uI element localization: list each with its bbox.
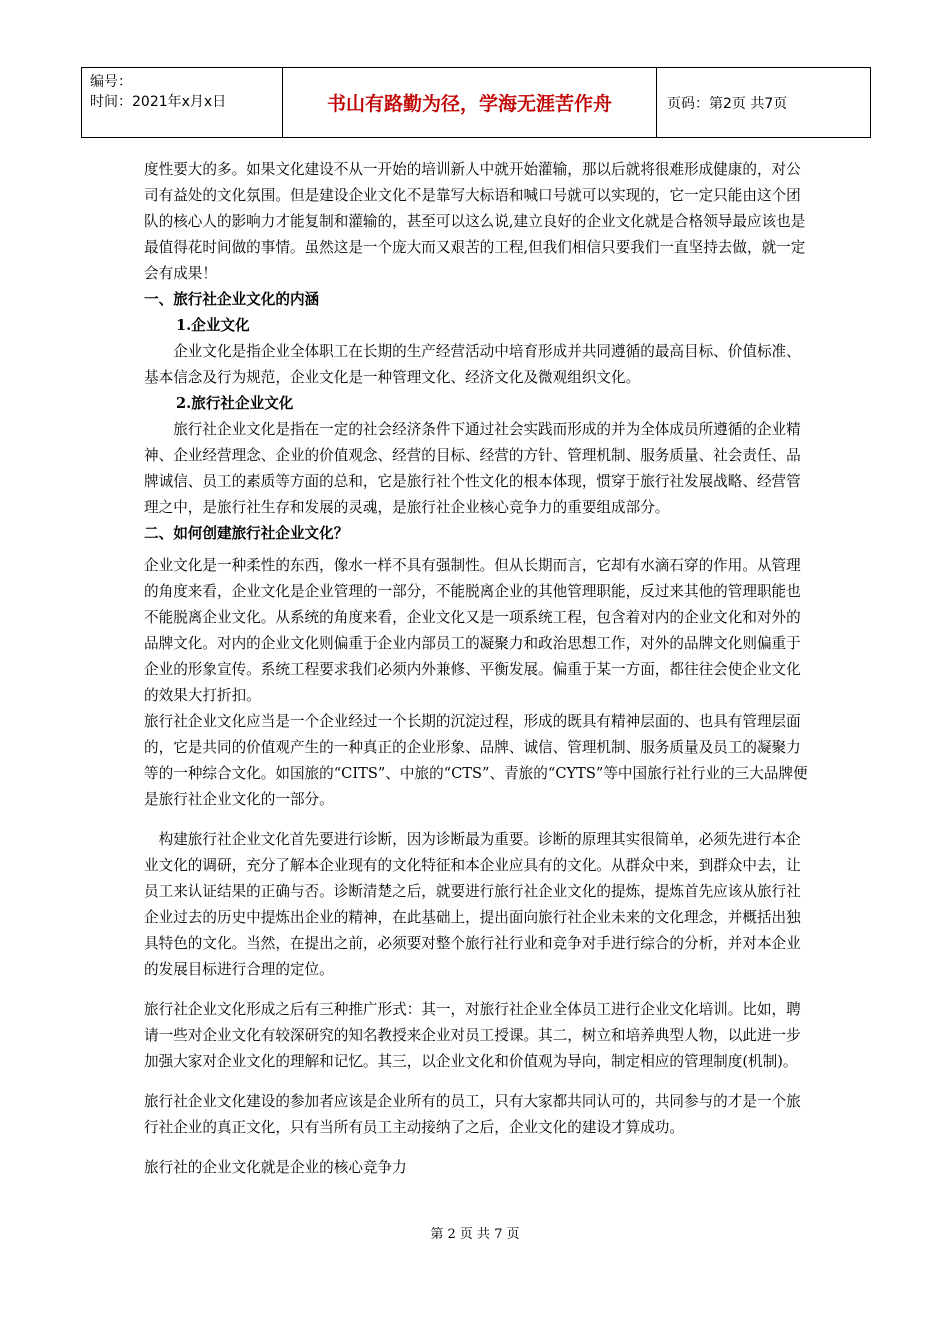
subsection-heading-1: 1.企业文化 — [176, 317, 250, 334]
page-header — [81, 67, 871, 138]
paragraph: 企业文化是一种柔性的东西，像水一样不具有强制性。但从长期而言，它却有水滴石穿的作用。从管理的角度来看，企业文化是企业管理的一部分，不能脱离企业的其他管理职能，反过来其他的管理职能也不能脱离企业文化。从系统的角度来看，企业文化又是一项系统工程，包含着对内的企业文化和对外的品牌文化。对内的企业文化则偏重于企业内部员工的凝聚力和政治思想工作，对外的品牌文化则偏重于企业的形象宣传。系统工程要求我们必须内外兼修、平衡发展。偏重于某一方面，都往往会使企业文化的效果大打折扣。 — [144, 557, 801, 704]
subsection-heading-2: 2.旅行社企业文化 — [176, 395, 294, 412]
section-heading-2: 二、如何创建旅行社企业文化？ — [144, 525, 349, 542]
number-label: 编号： — [90, 74, 132, 90]
time-label: 时间：2021年x月x日 — [90, 94, 227, 110]
paragraph: 旅行社企业文化形成之后有三种推广形式：其一，对旅行社企业全体员工进行企业文化培训。比如，聘请一些对企业文化有较深研究的知名教授来企业对员工授课。其二，树立和培养典型人物，以此进一步加强大家对企业文化的理解和记忆。其三，以企业文化和价值观为导向，制定相应的管理制度(机制)。 — [144, 1001, 801, 1070]
paragraph: 度性要大的多。如果文化建设不从一开始的培训新人中就开始灌输，那以后就将很难形成健康的，对公司有益处的文化氛围。但是建设企业文化不是靠写大标语和喊口号就可以实现的，它一定只能由这个团队的核心人的影响力才能复制和灌输的，甚至可以这么说,建立良好的企业文化就是合格领导最应该也是最值得花时间做的事情。虽然这是一个庞大而又艰苦的工程,但我们相信只要我们一直坚持去做，就一定会有成果！ — [144, 161, 806, 282]
paragraph: 旅行社企业文化应当是一个企业经过一个长期的沉淀过程，形成的既具有精神层面的、也具有管理层面的，它是共同的价值观产生的一种真正的企业形象、品牌、诚信、管理机制、服务质量及员工的凝聚力等的一种综合文化。如国旅的“CITS”、中旅的“CTS”、青旅的“CYTS”等中国旅行社行业的三大品牌便是旅行社企业文化的一部分。 — [144, 713, 808, 808]
paragraph: 构建旅行社企业文化首先要进行诊断，因为诊断最为重要。诊断的原理其实很简单，必须先进行本企业文化的调研，充分了解本企业现有的文化特征和本企业应具有的文化。从群众中来，到群众中去，让员工来认证结果的正确与否。诊断清楚之后，就要进行旅行社企业文化的提炼，提炼首先应该从旅行社企业过去的历史中提炼出企业的精神，在此基础上，提出面向旅行社企业未来的文化理念，并概括出独具特色的文化。当然，在提出之前，必须要对整个旅行社行业和竞争对手进行综合的分析，并对本企业的发展目标进行合理的定位。 — [144, 831, 801, 978]
page-footer: 第 2 页 共 7 页 — [430, 1227, 520, 1242]
paragraph: 旅行社企业文化是指在一定的社会经济条件下通过社会实践而形成的并为全体成员所遵循的企业精神、企业经营理念、企业的价值观念、经营的目标、经营的方针、管理机制、服务质量、社会责任、品牌诚信、员工的素质等方面的总和，它是旅行社个性文化的根本体现，惯穿于旅行社发展战略、经营管理之中，是旅行社生存和发展的灵魂，是旅行社企业核心竞争力的重要组成部分。 — [144, 421, 801, 516]
header-motto: 书山有路勤为径，学海无涯苦作舟 — [283, 68, 657, 137]
paragraph: 企业文化是指企业全体职工在长期的生产经营活动中培育形成并共同遵循的最高目标、价值标准、基本信念及行为规范，企业文化是一种管理文化、经济文化及微观组织文化。 — [144, 343, 801, 386]
header-meta — [82, 68, 283, 137]
header-page-info: 页码：第2页 共7页 — [667, 95, 788, 112]
paragraph: 旅行社的企业文化就是企业的核心竞争力 — [144, 1159, 407, 1176]
paragraph: 旅行社企业文化建设的参加者应该是企业所有的员工，只有大家都共同认可的，共同参与的才是一个旅行社企业的真正文化，只有当所有员工主动接纳了之后，企业文化的建设才算成功。 — [144, 1093, 801, 1136]
section-heading-1: 一、旅行社企业文化的内涵 — [144, 291, 320, 308]
document-body — [144, 157, 812, 1181]
